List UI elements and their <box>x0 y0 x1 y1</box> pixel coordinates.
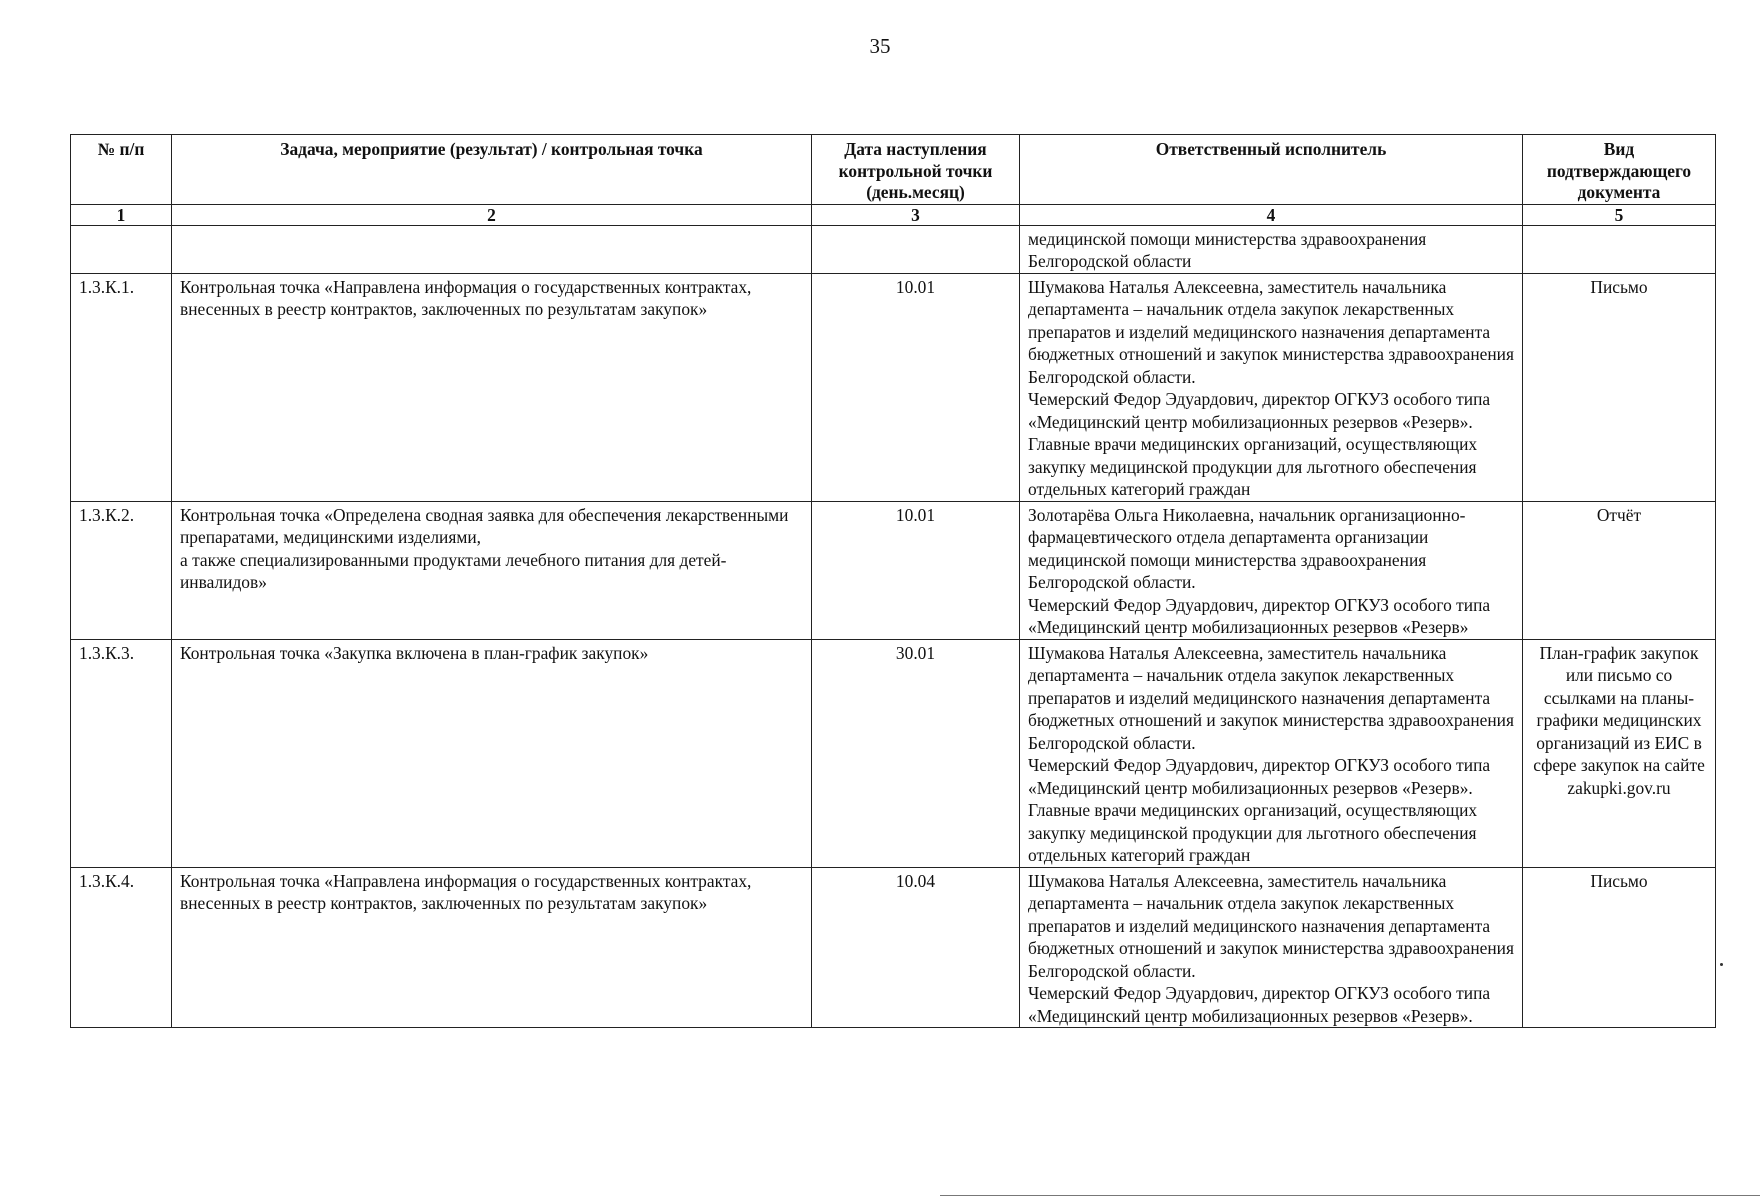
executor-paragraph: Чемерский Федор Эдуардович, директор ОГКУЗ особого типа «Медицинский центр мобилизационных резервов «Резерв». <box>1028 983 1491 1026</box>
cell-task: Контрольная точка «Направлена информация о государственных контрактах, внесенных в реестр контрактов, заключенных по результатам закупок» <box>172 867 812 1028</box>
header-date: Дата наступления контрольной точки (день.месяц) <box>812 135 1020 205</box>
executor-paragraph: Главные врачи медицинских организаций, осуществляющих закупку медицинской продукции для льготного обеспечения отдельных категорий граждан <box>1028 800 1478 865</box>
cell-executor <box>1020 867 1523 1028</box>
table-row <box>71 639 1716 867</box>
task-line: а также специализированными продуктами лечебного питания для детей-инвалидов» <box>180 549 727 592</box>
column-number-row <box>71 204 1716 225</box>
cell-task: Контрольная точка «Направлена информация о государственных контрактах, внесенных в реестр контрактов, заключенных по результатам закупок» <box>172 273 812 501</box>
cell-number: 1.3.К.3. <box>71 639 172 867</box>
executor-paragraph: Шумакова Наталья Алексеевна, заместитель начальника департамента – начальник отдела закупок лекарственных препаратов и изделий медицинского назначения департамента бюджетных отношений и закупок министерства здравоохранения Белгородской области. <box>1028 870 1514 981</box>
executor-paragraph: Шумакова Наталья Алексеевна, заместитель начальника департамента – начальник отдела закупок лекарственных препаратов и изделий медицинского назначения департамента бюджетных отношений и закупок министерства здравоохранения Белгородской области. <box>1028 276 1514 387</box>
table-row-continuation <box>71 225 1716 273</box>
cell-number: 1.3.К.4. <box>71 867 172 1028</box>
column-number: 2 <box>172 204 812 225</box>
cell-executor <box>1020 273 1523 501</box>
cell-date: 10.04 <box>812 867 1020 1028</box>
cell-executor <box>1020 501 1523 639</box>
table-row <box>71 501 1716 639</box>
cell-date: 30.01 <box>812 639 1020 867</box>
control-points-table <box>70 134 1716 1028</box>
column-number: 4 <box>1020 204 1523 225</box>
bottom-rule <box>940 1195 1760 1196</box>
cell-date <box>812 225 1020 273</box>
column-number: 5 <box>1523 204 1716 225</box>
header-executor: Ответственный исполнитель <box>1020 135 1523 205</box>
cell-document: Отчёт <box>1523 501 1716 639</box>
executor-paragraph: Чемерский Федор Эдуардович, директор ОГКУЗ особого типа «Медицинский центр мобилизационных резервов «Резерв» <box>1028 594 1491 637</box>
header-task: Задача, мероприятие (результат) / контрольная точка <box>172 135 812 205</box>
header-document: Вид подтверждающего документа <box>1523 135 1716 205</box>
executor-paragraph: Главные врачи медицинских организаций, осуществляющих закупку медицинской продукции для льготного обеспечения отдельных категорий граждан <box>1028 434 1478 499</box>
executor-paragraph: Золотарёва Ольга Николаевна, начальник организационно-фармацевтического отдела департамента организации медицинской помощи министерства здравоохранения Белгородской области. <box>1028 504 1466 592</box>
cell-task <box>172 501 812 639</box>
column-number: 3 <box>812 204 1020 225</box>
cell-date: 10.01 <box>812 501 1020 639</box>
cell-executor: медицинской помощи министерства здравоохранения Белгородской области <box>1020 225 1523 273</box>
cell-task: Контрольная точка «Закупка включена в план-график закупок» <box>172 639 812 867</box>
cell-document: Письмо <box>1523 273 1716 501</box>
column-number: 1 <box>71 204 172 225</box>
scan-speck <box>1720 963 1723 966</box>
executor-paragraph: Чемерский Федор Эдуардович, директор ОГКУЗ особого типа «Медицинский центр мобилизационных резервов «Резерв». <box>1028 389 1491 432</box>
executor-paragraph: Чемерский Федор Эдуардович, директор ОГКУЗ особого типа «Медицинский центр мобилизационных резервов «Резерв». <box>1028 755 1491 798</box>
cell-executor <box>1020 639 1523 867</box>
cell-document <box>1523 225 1716 273</box>
cell-number: 1.3.К.2. <box>71 501 172 639</box>
cell-document: План-график закупок или письмо со ссылками на планы-графики медицинских организаций из ЕИС в сфере закупок на сайте zakupki.gov.ru <box>1523 639 1716 867</box>
executor-paragraph: Шумакова Наталья Алексеевна, заместитель начальника департамента – начальник отдела закупок лекарственных препаратов и изделий медицинского назначения департамента бюджетных отношений и закупок министерства здравоохранения Белгородской области. <box>1028 642 1514 753</box>
cell-document: Письмо <box>1523 867 1716 1028</box>
table-header-row <box>71 135 1716 205</box>
page-number: 35 <box>869 34 891 58</box>
cell-number <box>71 225 172 273</box>
task-line: Контрольная точка «Определена сводная заявка для обеспечения лекарственными препаратами, медицинскими изделиями, <box>180 504 789 547</box>
cell-number: 1.3.К.1. <box>71 273 172 501</box>
table-row <box>71 867 1716 1028</box>
table-row <box>71 273 1716 501</box>
header-number: № п/п <box>71 135 172 205</box>
cell-date: 10.01 <box>812 273 1020 501</box>
cell-task <box>172 225 812 273</box>
